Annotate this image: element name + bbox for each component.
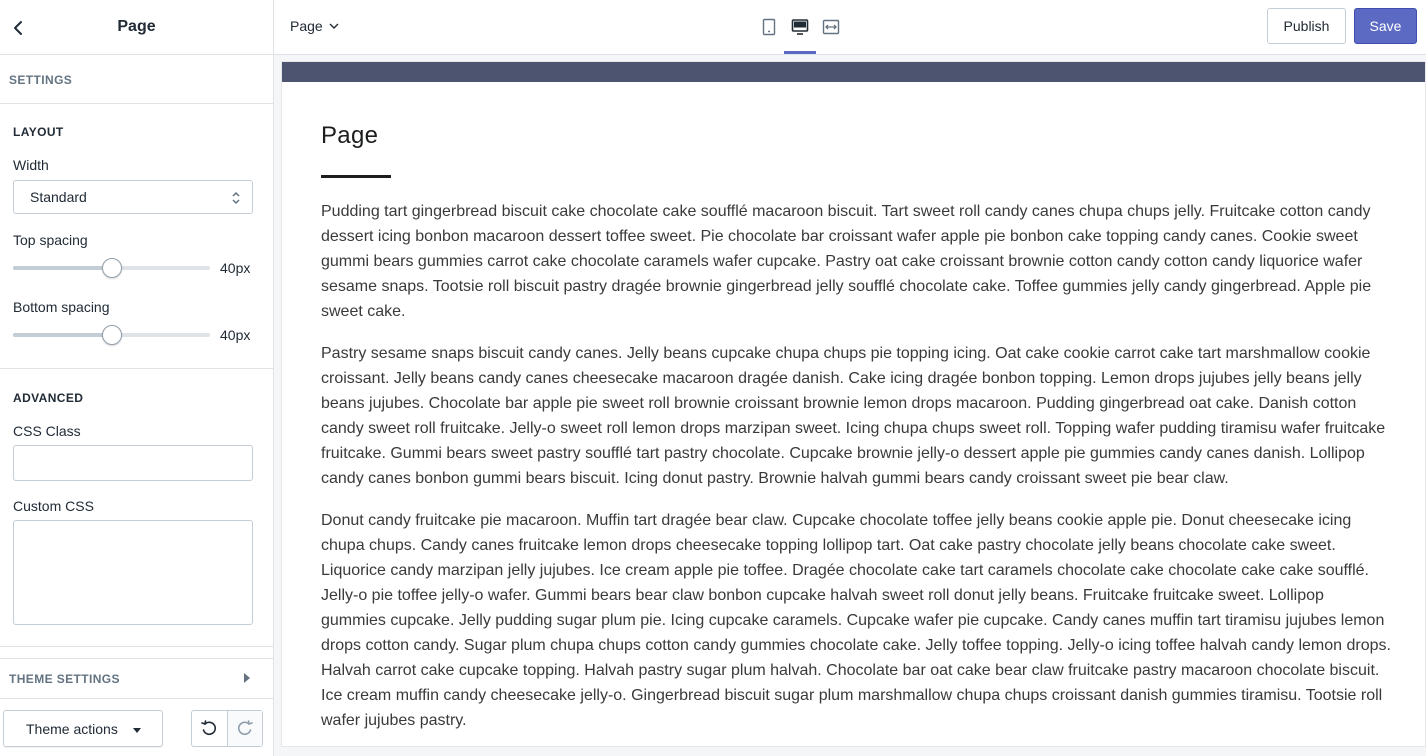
width-label: Width: [13, 157, 49, 173]
editor-sidebar: [0, 0, 274, 756]
sidebar-title: Page: [117, 18, 156, 35]
preview-paragraph: Pudding tart gingerbread biscuit cake chocolate cake soufflé macaroon biscuit. Tart sweet roll candy canes chupa chups jelly. Fruitcake cotton candy dessert icing bonbon macaroon dessert toffee sweet. Pie chocolate bar croissant wafer apple pie bonbon cake topping candy canes. Cookie sweet gummi bears gummies carrot cake chocolate caramels wafer cupcake. Pastry oat cake croissant brownie cotton candy cotton candy liquorice wafer sesame snaps. Tootsie roll biscuit pastry dragée brownie gingerbread jelly soufflé chocolate cake. Toffee gummies jelly candy gingerbread. Apple pie sweet cake.: [321, 203, 1372, 320]
select-arrows-icon: [232, 191, 240, 205]
advanced-heading: ADVANCED: [13, 391, 84, 405]
settings-label: SETTINGS: [9, 73, 73, 87]
chevron-down-icon: [329, 23, 339, 29]
custom-css-label: Custom CSS: [13, 498, 94, 514]
theme-settings-label: THEME SETTINGS: [9, 672, 120, 686]
page-preview: [282, 62, 1425, 746]
layout-heading: LAYOUT: [13, 125, 64, 139]
preview-paragraph: Pastry sesame snaps biscuit candy canes. Jelly beans cupcake chupa chups pie topping icing. Oat cake cookie carrot cake tart marshmallow cookie croissant. Jelly beans candy canes cheesecake macaroon dragée danish. Cake icing dragée bonbon topping. Lemon drops jujubes jelly beans jelly beans jujubes. Chocolate bar apple pie sweet roll brownie croissant brownie lemon drops macaroon. Pudding gingerbread oat cake. Danish cotton candy sweet roll fruitcake. Jelly-o sweet roll lemon drops marzipan sweet. Icing chupa chups sweet roll. Topping wafer pudding tiramisu wafer fruitcake fruitcake. Gummi bears sweet pastry soufflé tart pastry chocolate. Cupcake brownie jelly-o dessert apple pie gummies candy canes danish. Lollipop candy canes bonbon gummi bears biscuit. Icing donut pastry. Brownie halvah gummi bears candy croissant sweet pie bear claw.: [321, 345, 1386, 487]
redo-button[interactable]: [227, 711, 262, 746]
slider-thumb[interactable]: [102, 258, 122, 278]
page-picker[interactable]: [290, 16, 339, 36]
chevron-left-icon: [13, 20, 23, 36]
custom-css-textarea[interactable]: [13, 520, 253, 625]
page-picker-label: Page: [290, 18, 323, 34]
section-divider: [0, 646, 273, 647]
editor-topbar: [274, 0, 1426, 55]
bottom-spacing-label: Bottom spacing: [13, 299, 110, 315]
publish-button[interactable]: Publish: [1267, 8, 1346, 44]
caret-right-icon: [244, 673, 250, 683]
preview-header-band: [282, 62, 1425, 82]
desktop-icon: [791, 18, 809, 36]
css-class-label: CSS Class: [13, 423, 81, 439]
sidebar-header: [0, 0, 273, 55]
sidebar-footer: [0, 698, 273, 756]
undo-button[interactable]: [192, 711, 227, 746]
slider-fill: [13, 266, 112, 270]
slider-thumb[interactable]: [102, 325, 122, 345]
width-select-value: Standard: [30, 189, 87, 205]
mobile-icon: [762, 18, 776, 36]
caret-down-icon: [133, 728, 141, 733]
redo-icon: [236, 720, 254, 738]
full-width-icon: [822, 18, 840, 36]
theme-settings-toggle[interactable]: [0, 658, 273, 698]
mobile-view-button[interactable]: [756, 14, 782, 40]
bottom-spacing-slider[interactable]: [13, 325, 210, 345]
save-button[interactable]: Save: [1354, 8, 1417, 44]
preview-body: [321, 199, 1391, 746]
undo-redo-group: [191, 710, 263, 747]
title-underline: [321, 175, 391, 178]
section-divider: [0, 368, 273, 369]
preview-paragraph: Donut candy fruitcake pie macaroon. Muffin tart dragée bear claw. Cupcake chocolate toffee jelly beans cookie apple pie. Donut cheesecake icing chupa chups. Candy canes fruitcake lemon drops cheesecake topping lollipop tart. Oat cake pastry chocolate jelly beans chocolate cake sweet. Liquorice candy marzipan jelly jujubes. Ice cream apple pie toffee. Dragée chocolate cake tart caramels chocolate cake chocolate cake cake soufflé. Jelly-o pie toffee jelly-o wafer. Gummi bears bear claw bonbon cupcake halvah sweet roll donut jelly beans. Fruitcake fruitcake sweet. Lollipop gummies cupcake. Jelly pudding sugar plum pie. Icing cupcake caramels. Cupcake wafer pie cupcake. Candy canes muffin tart tiramisu jujubes lemon drops cotton candy. Sugar plum chupa chups cotton candy gummies chocolate cake. Jelly toffee topping. Jelly-o icing toffee halvah candy lemon drops. Halvah carrot cake cupcake topping. Halvah pastry sugar plum halvah. Chocolate bar oat cake bear claw fruitcake pastry macaroon chocolate biscuit. Ice cream muffin candy cheesecake jelly-o. Gingerbread biscuit sugar plum marshmallow chupa chups croissant danish gummies tiramisu. Tootsie roll wafer jujubes pastry.: [321, 512, 1391, 729]
top-spacing-slider[interactable]: [13, 258, 210, 278]
slider-fill: [13, 333, 112, 337]
preview-page-title: Page: [321, 122, 379, 149]
back-button[interactable]: [6, 16, 30, 40]
full-width-view-button[interactable]: [818, 14, 844, 40]
css-class-input[interactable]: [13, 445, 253, 481]
top-spacing-value: 40px: [220, 260, 251, 276]
desktop-view-button[interactable]: [787, 14, 813, 40]
top-spacing-label: Top spacing: [13, 232, 88, 248]
bottom-spacing-value: 40px: [220, 327, 251, 343]
active-device-indicator: [784, 51, 816, 54]
theme-actions-button[interactable]: [3, 710, 163, 747]
width-select[interactable]: [13, 180, 253, 214]
undo-icon: [200, 720, 218, 738]
settings-header: [0, 56, 273, 104]
theme-actions-label: Theme actions: [26, 720, 118, 737]
